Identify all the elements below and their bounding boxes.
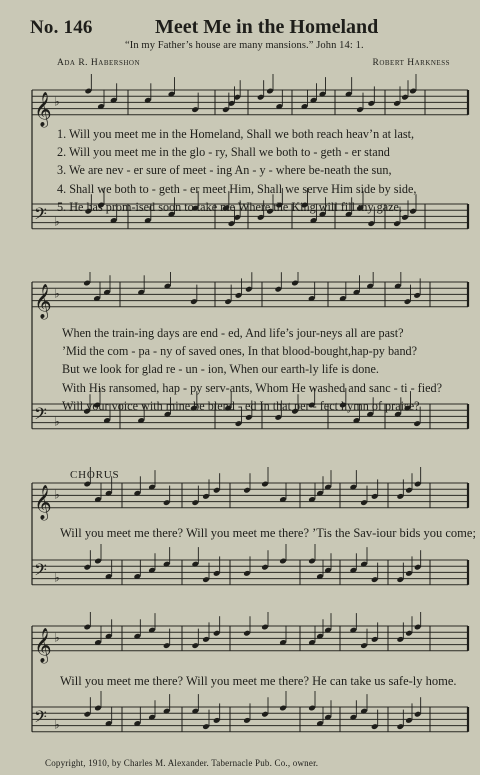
bass-clef-icon: 𝄢	[34, 706, 47, 731]
bass-clef-icon: 𝄢	[34, 559, 47, 584]
flat-sign-icon: ♭	[54, 570, 60, 585]
flat-sign-icon: ♭	[54, 630, 60, 645]
hymn-number: No. 146	[30, 17, 93, 38]
chorus-lyric-line: Will you meet me there? Will you meet me there? He can take us safe-ly home.	[60, 674, 457, 688]
chorus-label: CHORUS	[70, 469, 120, 481]
verse-line: When the train-ing days are end - ed, And life’s jour-neys all are past?	[62, 326, 404, 340]
bass-clef-icon: 𝄢	[34, 403, 47, 428]
chorus-lyric-line: Will you meet me there? Will you meet me there? ’Tis the Sav-iour bids you come;	[60, 526, 476, 540]
chorus-system-2	[0, 612, 480, 752]
lyricist-credit: Ada R. Habershon	[57, 58, 141, 68]
treble-clef-icon: 𝄞	[34, 627, 52, 663]
music-system-2	[0, 272, 480, 447]
hymn-title: Meet Me in the Homeland	[155, 16, 379, 38]
scripture-epigraph: “In my Father’s house are many mansions.” John 14: 1.	[125, 40, 364, 51]
verse-line: 2. Will you meet me in the glo - ry, Shall we both to - geth - er stand	[57, 145, 390, 160]
verse-block-2	[62, 324, 462, 415]
flat-sign-icon: ♭	[54, 414, 60, 429]
copyright-notice: Copyright, 1910, by Charles M. Alexander. Tabernacle Pub. Co., owner.	[45, 758, 319, 768]
verse-block-1	[57, 125, 457, 216]
flat-sign-icon: ♭	[54, 214, 60, 229]
verse-line: Will your voice with mine be blend - ed In that per - fect hymn of praise?	[62, 398, 420, 413]
treble-clef-icon: 𝄞	[34, 91, 52, 127]
flat-sign-icon: ♭	[54, 286, 60, 301]
verse-line: 1. Will you meet me in the Homeland, Shall we both reach heav’n at last,	[57, 127, 415, 141]
treble-clef-icon: 𝄞	[34, 484, 52, 520]
verse-line: But we look for glad re - un - ion, When our earth-ly life is done.	[62, 362, 379, 377]
verse-line: 5. He has prom-ised soon to take me Where the King will fill my gaze,	[57, 199, 402, 214]
chorus-system-1	[0, 465, 480, 605]
verse-line: 3. We are nev - er sure of meet - ing An - y - where be-neath the sun,	[57, 163, 392, 178]
flat-sign-icon: ♭	[54, 487, 60, 502]
composer-credit: Robert Harkness	[372, 58, 450, 68]
flat-sign-icon: ♭	[54, 717, 60, 732]
hymn-header	[0, 0, 480, 80]
flat-sign-icon: ♭	[54, 94, 60, 109]
verse-line: With His ransomed, hap - py serv-ants, Whom He washed and sanc - ti - fied?	[62, 380, 443, 395]
bass-clef-icon: 𝄢	[34, 203, 47, 228]
treble-clef-icon: 𝄞	[34, 283, 52, 319]
verse-line: 4. Shall we both to - geth - er meet Him, Shall we serve Him side by side,	[57, 181, 417, 196]
verse-line: ’Mid the com - pa - ny of saved ones, In that blood-bought,hap-py band?	[62, 344, 418, 359]
music-system-1	[0, 72, 480, 250]
